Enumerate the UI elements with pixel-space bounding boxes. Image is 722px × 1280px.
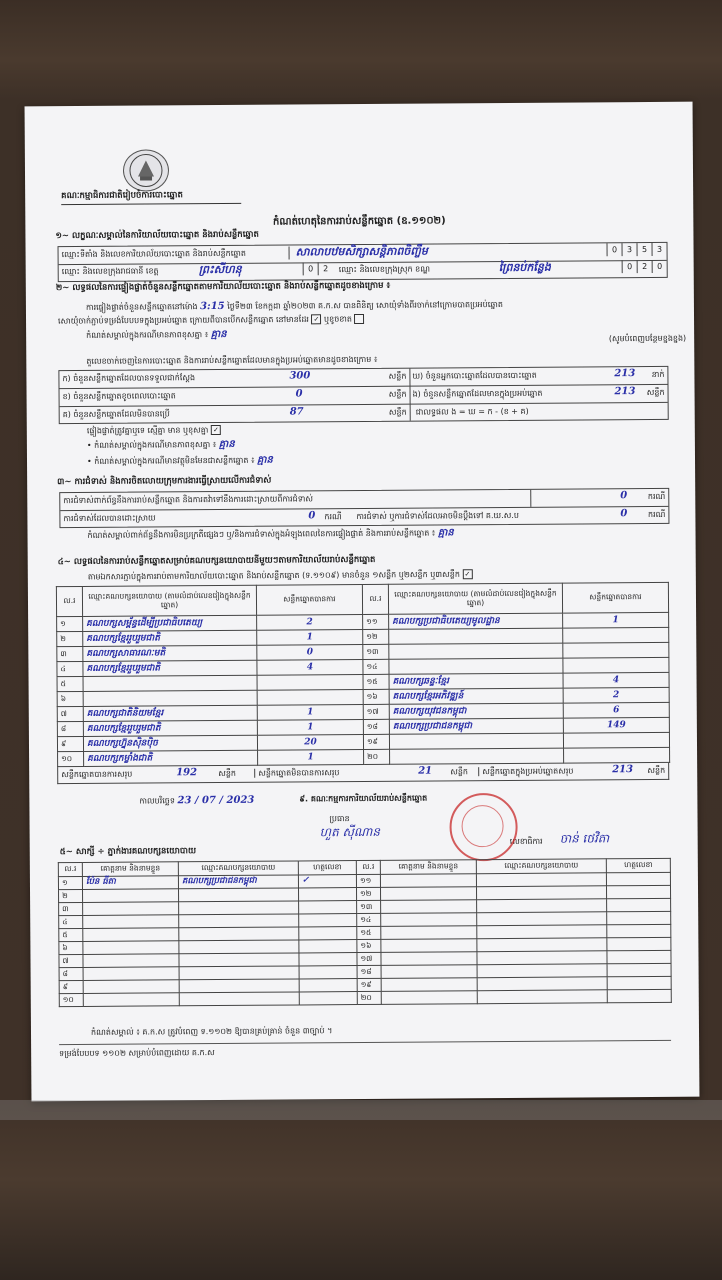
fill-note: (សូមបំពេញបន្ថែមខ្នងខ្នង) (608, 333, 687, 344)
witness-party (179, 914, 299, 928)
witness-name (83, 928, 179, 942)
witness-grid (58, 858, 672, 1007)
witness-name (381, 991, 477, 1005)
party-votes: 1 (258, 749, 364, 765)
party-name: គណបក្សប្រជាធិបតេយ្យមូលដ្ឋាន (389, 613, 563, 629)
total-box-label: សន្លឹកឆ្នោតក្នុងប្រអប់ឆ្នោតសរុប (478, 767, 573, 777)
total-invalid-value: 21 (418, 765, 433, 777)
witness-name (83, 980, 179, 994)
intact-checkbox[interactable]: ✓ (311, 314, 321, 324)
district-code-digit: 2 (637, 260, 652, 273)
nec-emblem (123, 149, 169, 191)
col-party-left: ឈ្មោះគណបក្សនយោបាយ (តាមលំដាប់លេខរៀងក្នុងសន្លឹកឆ្នោត) (82, 585, 256, 616)
witness-party (477, 990, 607, 1004)
party-no: ១៥ (363, 674, 389, 689)
objection-note (87, 526, 677, 542)
objection-row2b-value: 0 (620, 508, 628, 520)
witness-name (380, 874, 476, 888)
counts-left (59, 369, 410, 423)
opening-time: 3:15 (200, 300, 225, 313)
party-votes: 1 (563, 612, 669, 628)
section4-sub-text: តាមឯកសារភ្ជាប់ក្នុងការរាប់តាមការិយាល័យបោះឆ្នោត និងរាប់សន្លឹកឆ្នោត (ទ.១១០៩) មានចំនួន ១សន្លឹក ឬ២សន្លឹក ឬ៣សន្លឹក (87, 569, 460, 582)
district-code (622, 260, 667, 273)
witness-name (381, 913, 477, 927)
bullet2-label: កំណត់សម្គាល់ក្នុងករណីមានវត្ថុមិនមែនជាសន្លឹកឆ្នោត ៖ (94, 455, 255, 466)
party-no: ១៩ (363, 734, 389, 749)
witness-signature (607, 950, 671, 963)
party-votes: 6 (563, 702, 669, 718)
party-no: ២ (57, 631, 83, 646)
section5-note: កំណត់សម្គាល់ ៖ គ.ក.ស ត្រូវបំពេញ ទ.១១០២ ឱ្យបានគ្រប់គ្រាន់ ចំនួន ៣ច្បាប់ ។ (90, 1026, 333, 1037)
witness-signature (607, 924, 671, 937)
province-code-digit: 2 (318, 262, 333, 275)
witness-party (179, 992, 299, 1006)
party-name: គណបក្សសម្ព័ន្ធដើម្បីប្រជាធិបតេយ្យ (83, 615, 257, 631)
totals-row (57, 763, 669, 784)
section3-heading: ៣~ ការជំទាស់ និងការចិតលោយក្រុមការងារធ្វើស្រាយលើការជំទាស់ (57, 475, 272, 488)
party-votes: 1 (257, 629, 363, 645)
party-votes (563, 627, 669, 643)
witness-signature (299, 914, 357, 927)
party-no: ១៣ (363, 644, 389, 659)
district-label: ឈ្មោះ និងលេខក្រុងស្រុក ខណ្ឌ (338, 264, 431, 275)
opening-date: ថ្ងៃទី២៣ ខែកក្កដា ឆ្នាំ២០២៣ (227, 301, 316, 311)
witness-no: ១២ (356, 887, 380, 900)
witness-name (83, 889, 179, 903)
party-name: គណបក្សខ្មែររួបរួមជាតិ (83, 660, 257, 676)
lock-line (58, 312, 668, 326)
district-value: ព្រៃនប់កន្លែង (498, 260, 551, 275)
count-e-label: ង) ចំនួនសន្លឹកឆ្នោតដែលមានក្នុងប្រអប់ឆ្នោត (412, 388, 543, 399)
party-name (390, 748, 564, 764)
party-votes (563, 732, 669, 748)
witness-no: ១៧ (357, 952, 381, 965)
total-invalid-unit: សន្លឹក (450, 767, 469, 777)
witness-name (381, 900, 477, 914)
witness-no: ៣ (59, 902, 83, 915)
witness-party (477, 977, 607, 991)
authority-name: គណៈកម្មាធិការជាតិរៀបចំការបោះឆ្នោត (61, 190, 183, 202)
province-value: ព្រះសីហនុ (198, 262, 242, 277)
count-a-value: 300 (289, 370, 311, 382)
form-footer: ទម្រង់បែបបទ ១១០២ សម្រាប់បំពេញដោយ គ.ក.ស (59, 1048, 215, 1059)
witness-col-sign-right: ហត្ថលេខា (606, 858, 670, 872)
witness-no: ៧ (59, 954, 83, 967)
witness-signature (607, 937, 671, 950)
witness-no: ១៥ (357, 926, 381, 939)
witness-col-party-right: ឈ្មោះគណបក្សនយោបាយ (476, 859, 606, 874)
witness-col-no-right: ល.រ (356, 860, 380, 874)
party-name: គណបក្សយុវជនកម្ពុជា (389, 703, 563, 719)
witness-signature (299, 979, 357, 992)
party-no: ៤ (57, 661, 83, 676)
section4-heading: ៤~ លទ្ធផលនៃការរាប់សន្លឹកឆ្នោតសម្រាប់គណបក្សនយោបាយនីមួយៗតាមការិយាល័យរាប់សន្លឹកឆ្នោត (57, 554, 376, 568)
location-value: សាលាបឋមសិក្សាសន្តិភាពចិញ្ចឹម (289, 246, 428, 260)
results-body (57, 612, 670, 766)
party-no: ១៤ (363, 659, 389, 674)
party-name: គណបក្សហ្វ៊ុនស៊ិនប៉ិច (83, 735, 257, 751)
date-label: កាលបរិច្ឆេទ (139, 796, 175, 806)
witness-no: ១១ (356, 874, 380, 887)
witness-signature (607, 911, 671, 924)
party-no: ៧ (57, 706, 83, 721)
chair-label: ប្រធាន (329, 814, 350, 824)
witness-name (83, 967, 179, 981)
total-valid-value: 192 (176, 767, 198, 779)
stamp-inner-ring (461, 805, 503, 847)
witness-no: ៨ (59, 967, 83, 980)
witness-party (179, 927, 299, 941)
section1-heading: ១~ លក្ខណៈសម្គាល់នៃការិយាល័យបោះឆ្នោត និងរាប់សន្លឹកឆ្នោត (55, 229, 259, 242)
party-votes: 4 (563, 672, 669, 688)
party-name: គណបក្សប្រជាជនកម្ពុជា (389, 718, 563, 734)
count-a-label: ក) ចំនួនសន្លឹកឆ្នោតដែលបានទទួលជាក់ស្តែង (62, 373, 196, 384)
witness-no: ៩ (59, 980, 83, 993)
party-name: គណបក្សខ្មែរអភិវឌ្ឍន៍ (389, 688, 563, 704)
party-name: គណបក្សកម្លាំងជាតិ (84, 750, 258, 766)
count-e-value: 213 (614, 386, 636, 398)
province-label: ឈ្មោះ និងលេខក្រុងរាជធានី ខេត្ត (61, 266, 159, 277)
party-no: ៥ (57, 676, 83, 691)
count-e-unit: សន្លឹក (646, 387, 665, 398)
district-code-digit: 0 (652, 260, 667, 273)
party-votes (257, 689, 363, 705)
witness-no: ២០ (357, 991, 381, 1004)
party-no: ៩ (57, 736, 83, 751)
footer-rule (59, 1040, 671, 1045)
witness-name: ប៉ែន ធីតា (82, 876, 178, 890)
bullet-2: • កំណត់សម្គាល់ក្នុងករណីមានវត្ថុមិនមែនជាសន្លឹកឆ្នោត ៖ គ្មាន (86, 454, 273, 466)
witness-col-sign: ហត្ថលេខា (298, 861, 356, 875)
remark-label: កំណត់សម្គាល់ក្នុងករណីមានភាពខុសគ្នា ៖ (86, 330, 209, 340)
witness-col-name: គោត្តនាម និងនាមខ្លួន (82, 862, 178, 877)
witness-no: ១០ (59, 993, 83, 1006)
location-code-digit: 3 (622, 243, 637, 256)
count-c-unit: សន្លឹក (388, 407, 407, 417)
location-code-digit: 3 (652, 243, 667, 256)
party-name: គណបក្សខ្មែររួបរួមជាតិ (83, 630, 257, 646)
party-name (389, 733, 563, 749)
section1-row2 (59, 260, 667, 281)
witness-party (477, 938, 607, 952)
witness-signature (607, 989, 671, 1002)
location-code-digit: 5 (637, 243, 652, 256)
objection-row-2 (60, 507, 668, 528)
party-no: ៦ (57, 691, 83, 706)
witness-party (179, 901, 299, 915)
party-votes: 20 (257, 734, 363, 750)
party-name: គណបក្សសាធារណៈមតិ (83, 645, 257, 661)
objections-table (59, 488, 669, 528)
sheets-checkbox[interactable]: ✓ (462, 569, 472, 579)
chair-signature: ហួត ស៊ីណាន (319, 824, 381, 840)
col-party-right: ឈ្មោះគណបក្សនយោបាយ (តាមលំដាប់លេខរៀងក្នុងសន្លឹកឆ្នោត) (388, 583, 562, 614)
party-name (83, 690, 257, 706)
total-box-unit: សន្លឹក (647, 765, 666, 776)
witness-name (83, 993, 179, 1007)
match-checkbox[interactable]: ✓ (211, 425, 221, 435)
objection-note-value: គ្មាន (437, 527, 454, 539)
remark-value: គ្មាន (210, 328, 227, 341)
party-name (389, 628, 563, 644)
witness-no: ១៦ (357, 939, 381, 952)
objection-row2b-unit: ករណី (647, 509, 666, 520)
witness-name (83, 954, 179, 968)
witness-party (477, 951, 607, 965)
bullet1-value: គ្មាន (218, 438, 235, 450)
damaged-label: ឬខូចខាត (323, 314, 352, 324)
objection-row2a-unit: ករណី (324, 512, 342, 522)
witness-name (381, 939, 477, 953)
witness-signature (607, 898, 671, 911)
form-title: កំណត់ហេតុនៃការរាប់សន្លឹកឆ្នោត (ឧ.១១០២) (272, 215, 446, 228)
objection-row2a-value: 0 (308, 510, 316, 522)
section2-heading: ២~ លទ្ធផលនៃការផ្ទៀងផ្ទាត់ចំនួនសន្លឹកឆ្នោតតាមការិយាល័យបោះឆ្នោត និងរាប់សន្លឹកឆ្នោតដូចខាងក្រោម ៖ (55, 280, 391, 294)
date-value: 23 / 07 / 2023 (177, 794, 255, 807)
background-strip (0, 1100, 722, 1120)
witness-col-no: ល.រ (58, 862, 82, 876)
bullet2-value: គ្មាន (256, 454, 273, 466)
secretary-label: លេខាធិការ (509, 836, 543, 846)
witness-name (83, 902, 179, 916)
party-no: ១ (57, 616, 83, 631)
objection-row2b-label: ការជំទាស់ ឬការជំទាស់ដែលអាចមិនប្តឹងទៅ គ.ឃ.ស.ប (356, 510, 519, 522)
party-no: ៣ (57, 646, 83, 661)
counts-right (409, 367, 667, 421)
witness-party (179, 940, 299, 954)
location-code (607, 243, 667, 260)
count-row-e (410, 385, 668, 405)
party-votes (563, 657, 669, 673)
party-name: គណបក្សឆន្ទៈខ្មែរ (389, 673, 563, 689)
damaged-checkbox[interactable] (354, 314, 364, 324)
witness-party: គណបក្សប្រជាជនកម្ពុជា (178, 875, 298, 889)
count-c-value: 87 (289, 406, 304, 418)
match-line (87, 422, 667, 436)
objection-row1-label: ការជំទាស់ពាក់ព័ន្ធនឹងការរាប់សន្លឹកឆ្នោត និងការតវ៉ាទៅនឹងការដោះស្រាយពីការជំទាស់ (63, 494, 313, 506)
party-no: ១៦ (363, 689, 389, 704)
party-no: ១៧ (363, 704, 389, 719)
location-code-digit: 0 (607, 243, 622, 256)
committee-label: ៩. គណៈកម្មការការិយាល័យរាប់សន្លឹកឆ្នោត (299, 793, 428, 804)
party-votes (257, 674, 363, 690)
witness-signature (298, 888, 356, 901)
party-name (389, 643, 563, 659)
witness-name (381, 965, 477, 979)
party-no: ១១ (363, 614, 389, 629)
party-no: ៨ (57, 721, 83, 736)
count-c-label: គ) ចំនួនសន្លឹកឆ្នោតដែលមិនបានប្រើ (62, 409, 170, 420)
col-votes-right: សន្លឹកឆ្នោតបានការ (562, 582, 668, 613)
witness-party (476, 873, 606, 887)
col-no-left: ល.រ (56, 586, 82, 616)
witness-signature (606, 872, 670, 885)
witness-signature (299, 940, 357, 953)
witness-signature (299, 953, 357, 966)
results-table (56, 582, 669, 784)
location-label: ឈ្មោះទីតាំង និងលេខការិយាល័យបោះឆ្នោត និងរាប់សន្លឹកឆ្នោត (61, 248, 246, 260)
witness-name (381, 978, 477, 992)
section5-heading: ៥~ សាក្សី ÷ ភ្នាក់ងារគណបក្សនយោបាយ (59, 846, 197, 858)
witness-no: ១៩ (357, 978, 381, 991)
witness-party (477, 899, 607, 913)
witness-no: ២ (59, 889, 83, 902)
party-votes: 1 (257, 704, 363, 720)
objection-row1-value: 0 (620, 490, 628, 502)
match-text: ផ្ទៀងផ្ទាត់ត្រូវគ្នាឬទេ ស្មើគ្នា មាន ឬខុសគ្នា (86, 425, 209, 436)
party-no: ១៨ (363, 719, 389, 734)
col-votes-left: សន្លឹកឆ្នោតបានការ (256, 584, 362, 615)
count-d-unit: នាក់ (651, 369, 665, 379)
witness-name (381, 952, 477, 966)
party-votes (564, 747, 670, 763)
authority-underline (61, 203, 241, 205)
total-valid-label: សន្លឹកឆ្នោតបានការសរុប (61, 769, 133, 780)
witness-signature (299, 992, 357, 1005)
witness-signature (299, 901, 357, 914)
official-stamp (449, 793, 517, 861)
witness-party (179, 953, 299, 967)
total-invalid-label: សន្លឹកឆ្នោតមិនបានការសរុប (254, 768, 339, 778)
objection-divider (530, 490, 532, 507)
count-d-label: ឃ) ចំនួនអ្នកបោះឆ្នោតដែលបានបោះឆ្នោត (412, 370, 537, 381)
party-name (389, 658, 563, 674)
party-votes: 4 (257, 659, 363, 675)
witness-signature (606, 885, 670, 898)
witness-col-party: ឈ្មោះគណបក្សនយោបាយ (178, 861, 298, 876)
bullet-1: • កំណត់សម្គាល់ក្នុងករណីមានភាពខុសគ្នា ៖ គ្មាន (86, 438, 235, 450)
party-name: គណបក្សជាតិនិយមខ្មែរ (83, 705, 257, 721)
counts-intro: តួលេខចាក់ចេញនៃការបោះឆ្នោត និងការរាប់សន្លឹកឆ្នោតដែលមានក្នុងប្រអប់ឆ្នោតមានដូចខាងក្រោម ៖ (86, 354, 378, 366)
province-code-digit: 0 (303, 262, 318, 275)
party-name: គណបក្សខ្មែររួបរួមជាតិ (83, 720, 257, 736)
witness-name (83, 941, 179, 955)
witness-no: ១៣ (357, 900, 381, 913)
witness-no: ៤ (59, 915, 83, 928)
witness-party (477, 912, 607, 926)
section1-table (58, 242, 668, 282)
witness-name (381, 926, 477, 940)
witness-signature: ✓ (298, 875, 356, 888)
witness-no: ១៤ (357, 913, 381, 926)
count-row-d (409, 367, 667, 387)
party-votes: 0 (257, 644, 363, 660)
count-a-unit: សន្លឹក (388, 371, 407, 381)
lock-text: សោយុំចាក់ភ្ជាប់ទម្រង់បែបបទក្នុងប្រអប់ឆ្នោត ក្រោយពីបានបើកសន្លឹកឆ្នោត នៅមានដែរ (58, 314, 309, 326)
remark-line-1 (86, 326, 686, 342)
witness-signature (607, 976, 671, 989)
witness-signature (299, 927, 357, 940)
count-b-unit: សន្លឹក (388, 389, 407, 399)
total-valid-unit: សន្លឹក (218, 768, 237, 779)
count-b-value: 0 (295, 388, 303, 400)
province-code (303, 262, 333, 275)
witness-no: ១៨ (357, 965, 381, 978)
witness-party (179, 888, 299, 902)
witness-no: ៦ (59, 941, 83, 954)
party-votes: 1 (257, 719, 363, 735)
party-votes: 2 (257, 614, 363, 630)
party-no: ២០ (364, 749, 390, 764)
witness-party (477, 964, 607, 978)
total-box-value: 213 (612, 764, 634, 776)
bullet1-label: កំណត់សម្គាល់ក្នុងករណីមានភាពខុសគ្នា ៖ (94, 440, 217, 450)
party-no: ១០ (58, 751, 84, 766)
count-formula: ជាលទ្ធផល ង = ឃ = ក - (ខ + គ) (415, 406, 529, 417)
witness-party (179, 966, 299, 980)
opening-rest: គ.ក.ស បានពិនិត្យ សោយុំទាំងពីរចាក់នៅក្រោមបាតប្រអប់ឆ្នោត (317, 300, 503, 311)
count-formula-row (410, 403, 668, 422)
objection-row1-unit: ករណី (647, 491, 666, 502)
party-name (83, 675, 257, 691)
party-votes: 149 (563, 717, 669, 733)
nec-emblem-icon (124, 150, 168, 190)
witness-party (477, 925, 607, 939)
objection-row2a-label: ការជំទាស់ដែលបានដោះស្រាយ (63, 513, 156, 524)
secretary-signature: ចាន់ ថេវិតា (559, 831, 610, 846)
counts-table (58, 366, 668, 424)
count-b-label: ខ) ចំនួនសន្លឹកឆ្នោតខូចពេលបោះឆ្នោត (62, 391, 176, 402)
date-line (139, 795, 254, 807)
count-d-value: 213 (614, 368, 636, 380)
witness-no: ៥ (59, 928, 83, 941)
section4-sub (88, 568, 678, 582)
witness-name (83, 915, 179, 929)
witness-name (380, 887, 476, 901)
witness-no: ១ (58, 876, 82, 889)
witness-party (179, 979, 299, 993)
party-votes (563, 642, 669, 658)
witness-signature (299, 966, 357, 979)
witness-party (476, 886, 606, 900)
party-votes: 2 (563, 687, 669, 703)
district-code-digit: 0 (622, 260, 637, 273)
witness-signature (607, 963, 671, 976)
witness-col-name-right: គោត្តនាម និងនាមខ្លួន (380, 860, 476, 875)
witness-body (58, 872, 671, 1006)
count-row-c (60, 405, 410, 424)
results-grid (56, 582, 670, 767)
election-form-sheet (25, 102, 700, 1102)
witness-table (58, 858, 671, 1007)
opening-text: ការផ្ទៀងផ្ទាត់ចំនួនសន្លឹកឆ្នោតនៅម៉ោង (85, 302, 198, 312)
col-no-right: ល.រ (362, 584, 388, 614)
opening-line (86, 298, 666, 314)
objection-note-label: កំណត់សម្គាល់ពាក់ព័ន្ធនឹងការមិនប្រក្រតីផ្សេងៗ ឬ/និងការជំទាស់ក្នុងអំឡុងពេលនៃការផ្ទៀងផ្ទាត់ និងការរាប់សន្លឹកឆ្នោត ៖ (87, 528, 436, 540)
party-no: ១២ (363, 629, 389, 644)
